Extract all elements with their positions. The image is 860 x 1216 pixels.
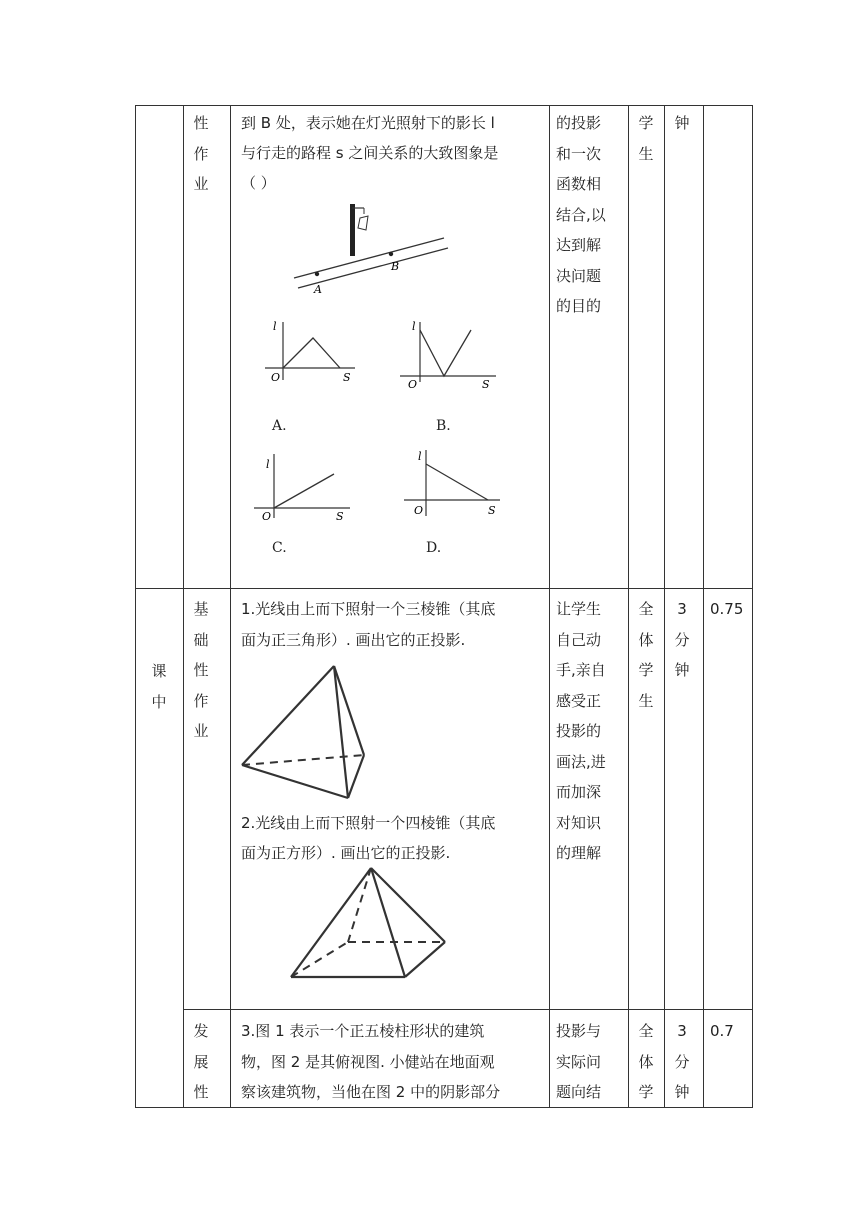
svg-text:l: l [266,458,270,471]
row1-audience-cell: 学 生 [638,114,654,163]
option-b-graph [396,318,506,388]
row2-time-cell: 3 分 钟 [674,600,690,679]
svg-text:l: l [418,450,422,463]
row3-purpose-cell: 投影与 实际问 题向结 [556,1022,602,1101]
row2-type-cell: 基 础 性 作 业 [193,600,209,740]
row1-type-cell: 性 作 业 [193,114,209,193]
svg-text:S: S [336,510,344,523]
svg-text:S: S [343,371,351,384]
row3-audience-cell: 全 体 学 [638,1022,654,1101]
svg-text:B: B [391,260,400,273]
svg-text:O: O [414,504,424,517]
svg-text:l: l [273,320,277,333]
triangular-pyramid-figure [236,660,376,805]
option-d-label: D. [426,540,442,556]
square-pyramid-figure [285,864,450,984]
option-a-graph [255,318,365,388]
lamp-scene-figure [290,200,450,300]
svg-text:l: l [412,320,416,333]
row2-purpose-cell: 让学生 自己动 手,亲自 感受正 投影的 画法,进 而加深 对知识 的理解 [556,600,606,862]
option-c-graph [250,450,360,525]
row1-purpose-cell: 的投影 和一次 函数相 结合,以 达到解 决问题 的目的 [556,114,606,315]
row3-time-cell: 3 分 钟 [674,1022,690,1101]
svg-text:A: A [314,283,322,296]
row3-score: 0.7 [710,1022,734,1040]
svg-text:O: O [408,378,418,388]
option-d-graph [400,446,510,521]
row1-time-cell: 钟 [674,114,690,132]
stage-cell: 课 中 [151,662,167,711]
row2-score: 0.75 [710,600,744,618]
svg-text:O: O [271,371,281,384]
svg-text:O: O [262,510,272,523]
row2-audience-cell: 全 体 学 生 [638,600,654,710]
option-a-label: A. [272,418,287,434]
option-b-label: B. [436,418,451,434]
svg-text:S: S [482,378,490,388]
row3-type-cell: 发 展 性 [193,1022,209,1101]
svg-text:S: S [488,504,496,517]
option-c-label: C. [272,540,287,556]
